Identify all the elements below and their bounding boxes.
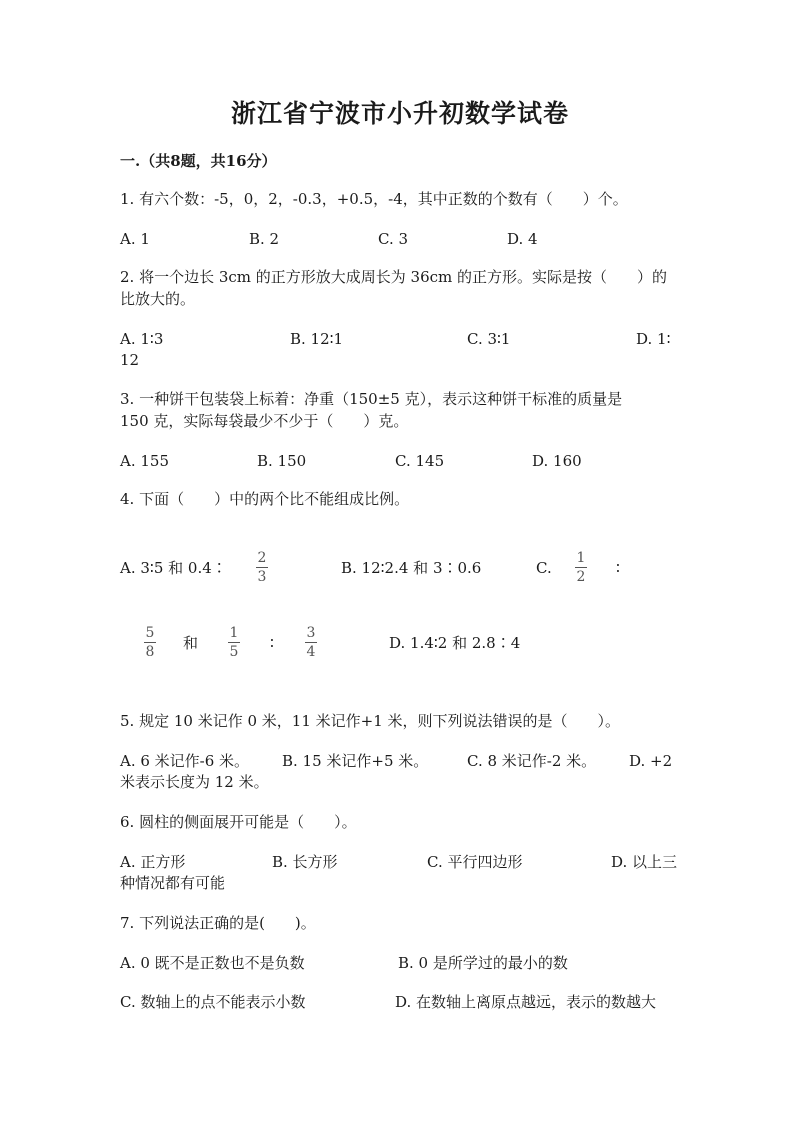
question-3-option-b[interactable]: B. 150 (257, 452, 307, 470)
page-title: 浙江省宁波市小升初数学试卷 (230, 99, 569, 128)
question-3-stem-line1: 3. 一种饼干包装袋上标着：净重（150±5 克），表示这种饼干标准的质量是 (120, 390, 623, 408)
fraction-two-thirds: 2 3 (257, 550, 267, 585)
question-3-option-a[interactable]: A. 155 (120, 452, 169, 470)
question-2-option-b[interactable]: B. 12∶1 (290, 330, 344, 348)
question-2-stem-line1: 2. 将一个边长 3cm 的正方形放大成周长为 36cm 的正方形。实际是按（ ）的 (120, 268, 668, 286)
question-1-option-c[interactable]: C. 3 (378, 230, 409, 248)
ratio-colon: ∶ (270, 634, 274, 652)
question-6-option-b[interactable]: B. 长方形 (272, 853, 338, 871)
question-6-stem: 6. 圆柱的侧面展开可能是（ ）。 (120, 813, 357, 831)
question-4-option-d[interactable]: D. 1.4∶2 和 2.8∶4 (389, 634, 521, 652)
question-7-option-a[interactable]: A. 0 既不是正数也不是负数 (120, 954, 305, 972)
question-1-option-a[interactable]: A. 1 (120, 230, 150, 248)
fraction-three-fourths: 3 4 (306, 625, 316, 660)
question-7-stem: 7. 下列说法正确的是( )。 (120, 914, 316, 932)
question-6-option-d-line1[interactable]: D. 以上三 (611, 853, 678, 871)
question-7-option-b[interactable]: B. 0 是所学过的最小的数 (398, 954, 568, 972)
question-2-option-a[interactable]: A. 1∶3 (120, 330, 164, 348)
fraction-one-fifth: 1 5 (229, 625, 239, 660)
question-1-option-d[interactable]: D. 4 (507, 230, 538, 248)
question-6-option-c[interactable]: C. 平行四边形 (427, 853, 523, 871)
question-3-option-d[interactable]: D. 160 (532, 452, 582, 470)
question-3-option-c[interactable]: C. 145 (395, 452, 445, 470)
ratio-colon: ∶ (616, 559, 620, 577)
fraction-five-eighths: 5 8 (145, 625, 155, 660)
question-7-option-c[interactable]: C. 数轴上的点不能表示小数 (120, 993, 306, 1011)
question-1-stem: 1. 有六个数：-5，0，2，-0.3，+0.5，-4，其中正数的个数有（ ）个。 (120, 190, 628, 208)
question-4-option-b[interactable]: B. 12∶2.4 和 3∶0.6 (341, 559, 482, 577)
question-5-stem: 5. 规定 10 米记作 0 米，11 米记作+1 米，则下列说法错误的是（ ）。 (120, 712, 621, 730)
question-5-option-c[interactable]: C. 8 米记作-2 米。 (467, 752, 597, 770)
question-1-option-b[interactable]: B. 2 (249, 230, 280, 248)
question-2-option-d-line1[interactable]: D. 1∶ (636, 330, 671, 348)
question-5-option-d-line2: 米表示长度为 12 米。 (120, 773, 269, 791)
question-4-option-a[interactable]: A. 3∶5 和 0.4∶ (120, 559, 227, 577)
question-4-option-c[interactable]: C. (536, 559, 552, 577)
question-2-option-d-line2: 12 (120, 351, 140, 369)
section-heading: 一.（共8题，共16分） (120, 152, 277, 170)
question-6-option-d-line2: 种情况都有可能 (120, 874, 226, 892)
question-7-option-d[interactable]: D. 在数轴上离原点越远，表示的数越大 (395, 993, 657, 1011)
question-2-stem-line2: 比放大的。 (120, 290, 196, 308)
question-4-stem: 4. 下面（ ）中的两个比不能组成比例。 (120, 490, 410, 508)
question-3-stem-line2: 150 克，实际每袋最少不少于（ ）克。 (120, 412, 409, 430)
question-5-option-b[interactable]: B. 15 米记作+5 米。 (282, 752, 429, 770)
question-6-option-a[interactable]: A. 正方形 (120, 853, 186, 871)
conjunction-he: 和 (183, 634, 199, 652)
question-5-option-d-line1[interactable]: D. +2 (629, 752, 673, 770)
fraction-one-half: 1 2 (576, 550, 586, 585)
question-5-option-a[interactable]: A. 6 米记作-6 米。 (120, 752, 250, 770)
question-2-option-c[interactable]: C. 3∶1 (467, 330, 511, 348)
